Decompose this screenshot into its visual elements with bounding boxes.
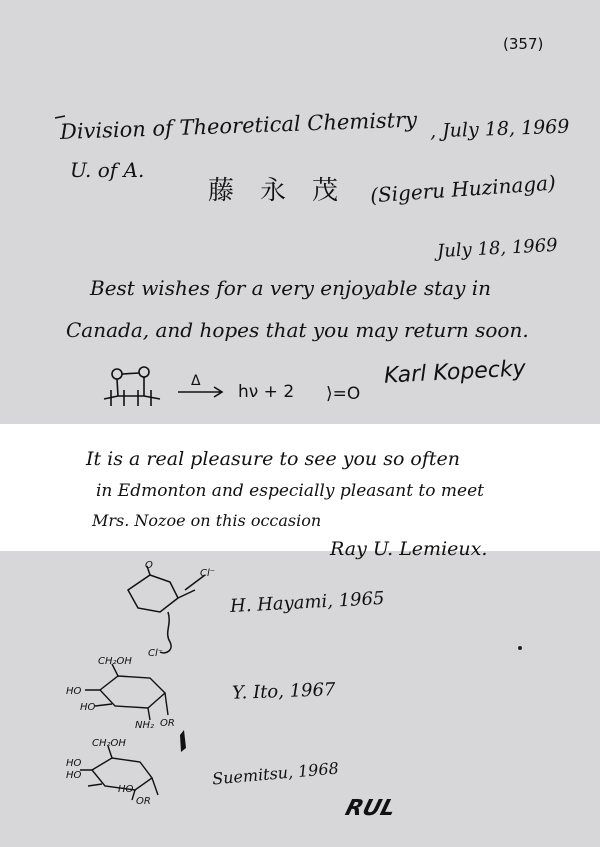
svg-text:HO: HO — [66, 758, 82, 769]
svg-text:HO: HO — [80, 702, 96, 713]
entry2-signature: Karl Kopecky — [383, 356, 527, 389]
entry6-signature: Suemitsu, 1968 — [211, 758, 340, 789]
svg-text:CH₂OH: CH₂OH — [92, 738, 126, 749]
header-division-line: Division of Theoretical Chemistry — [59, 107, 418, 144]
svg-text:NH₂: NH₂ — [135, 720, 155, 731]
entry3-text-line3: Mrs. Nozoe on this occasion — [92, 511, 322, 530]
entry5-signature: Y. Ito, 1967 — [231, 679, 336, 704]
header-date: , July 18, 1969 — [429, 115, 570, 143]
equation-heat-symbol: Δ — [191, 373, 201, 389]
header-university: U. of A. — [70, 158, 145, 182]
entry3-text-line2: in Edmonton and especially pleasant to meet — [96, 481, 484, 501]
header-romanized-name: (Sigeru Huzinaga) — [369, 170, 557, 208]
svg-text:OR: OR — [136, 796, 151, 807]
entry3-text-line1: It is a real pleasure to see you so often — [86, 448, 461, 470]
svg-text:Cl⁻: Cl⁻ — [200, 568, 216, 579]
final-initials-signature: RUL — [342, 796, 399, 821]
svg-text:OR: OR — [160, 718, 175, 729]
equation-ketone: ⟩=O — [326, 384, 361, 404]
svg-text:CH₂OH: CH₂OH — [98, 656, 132, 667]
svg-text:HO: HO — [66, 686, 82, 697]
page-number: (357) — [503, 35, 544, 53]
svg-text:HO: HO — [118, 784, 134, 795]
equation-products: hν + 2 — [238, 382, 295, 402]
svg-text:HO: HO — [66, 770, 82, 781]
svg-text:Cl⁻: Cl⁻ — [148, 648, 164, 659]
svg-text:O: O — [145, 560, 153, 571]
entry2-text-line2: Canada, and hopes that you may return soon. — [66, 318, 529, 342]
entry4-signature: H. Hayami, 1965 — [229, 587, 385, 618]
header-kanji-name: 藤永茂 — [208, 176, 365, 206]
entry2-date: July 18, 1969 — [436, 234, 559, 263]
entry2-text-line1: Best wishes for a very enjoyable stay in — [90, 276, 492, 300]
entry3-signature: Ray U. Lemieux. — [330, 538, 488, 560]
